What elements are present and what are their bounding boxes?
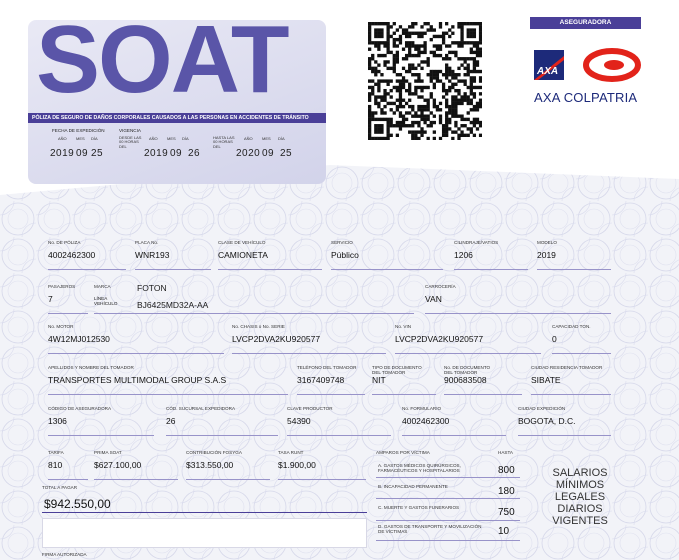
field-cilindraje — [454, 240, 528, 270]
firma-label: FIRMA AUTORIZADA — [42, 552, 87, 557]
linea-value: BJ6425MD32A-AA — [137, 300, 209, 310]
soat-subtitle: PÓLIZA DE SEGURO DE DAÑOS CORPORALES CAUSADOS A LAS PERSONAS EN ACCIDENTES DE TRÁNSITO — [28, 113, 326, 123]
modelo-value: 2019 — [537, 250, 556, 260]
telefono-value: 3167409748 — [297, 375, 345, 385]
mes-label: MES — [167, 136, 176, 141]
field-cod-aseguradora — [48, 406, 154, 436]
field-sucursal — [166, 406, 278, 436]
tomador-value: TRANSPORTES MULTIMODAL GROUP S.A.S — [48, 375, 227, 385]
hasta-mes: 09 — [262, 148, 275, 159]
amparo-c-value: 750 — [498, 507, 515, 518]
runt-value: $1.900,00 — [278, 460, 316, 470]
expedicion-dia: 25 — [91, 148, 104, 159]
dia-label: DÍA — [91, 136, 98, 141]
axa-logo-mark: AXA — [537, 66, 559, 77]
cilindraje-value: 1206 — [454, 250, 473, 260]
field-chasis — [232, 324, 386, 354]
chasis-label: No. CHASIS o No. SERIE — [232, 324, 285, 329]
telefono-label: TELÉFONO DEL TOMADOR — [297, 365, 357, 370]
tarifa-value: 810 — [48, 460, 63, 470]
linea-label: LÍNEA VEHÍCULO — [94, 296, 118, 307]
hasta-dia: 25 — [280, 148, 293, 159]
field-carroceria — [425, 284, 611, 314]
servicio-label: SERVICIO — [331, 240, 353, 245]
field-placa — [135, 240, 211, 270]
pasajeros-label: PASAJEROS — [48, 284, 76, 289]
sucursal-label: CÓD. SUCURSAL EXPEDIDORA — [166, 406, 236, 411]
field-runt — [278, 450, 366, 480]
field-clave — [287, 406, 391, 436]
total-value: $942.550,00 — [44, 497, 111, 511]
field-formulario — [402, 406, 506, 436]
sucursal-value: 26 — [166, 416, 176, 426]
amparo-b — [378, 484, 488, 489]
field-tipo-doc — [372, 365, 436, 395]
qr-code — [368, 22, 482, 140]
clave-value: 54390 — [287, 416, 311, 426]
hasta-anio: 2020 — [236, 148, 261, 159]
field-clase — [218, 240, 322, 270]
amparo-a — [378, 463, 488, 473]
field-vin — [395, 324, 541, 354]
field-modelo — [537, 240, 611, 270]
amparo-d-value: 10 — [498, 526, 510, 537]
cod-aseg-value: 1306 — [48, 416, 67, 426]
prima-value: $627.100,00 — [94, 460, 142, 470]
motor-label: No. MOTOR — [48, 324, 74, 329]
field-ciudad — [531, 365, 611, 395]
vigencia-label: VIGENCIA — [119, 128, 141, 133]
formulario-value: 4002462300 — [402, 416, 450, 426]
poliza-label: No. DE PÓLIZA — [48, 240, 81, 245]
desde-anio: 2019 — [144, 148, 169, 159]
tipo-doc-value: NIT — [372, 375, 386, 386]
amparo-c-text: MUERTE Y GASTOS FUNERARIOS — [383, 505, 460, 510]
servicio-value: Público — [331, 250, 359, 260]
desde-dia: 26 — [188, 148, 201, 159]
amparos-label: AMPAROS POR VÍCTIMA — [376, 450, 430, 455]
ciudad-value: SIBATE — [531, 375, 561, 385]
pasajeros-value: 7 — [48, 294, 53, 304]
ciudad-exp-label: CIUDAD EXPEDICIÓN — [518, 406, 566, 411]
dia-label: DÍA — [278, 136, 285, 141]
total-label: TOTAL A PAGAR — [42, 485, 78, 490]
tarifa-label: TARIFA — [48, 450, 64, 455]
anio-label: AÑO — [58, 136, 67, 141]
amparo-a-text: GASTOS MÉDICOS QUIRÚRGICOS, FARMACÉUTICOS Y HOSPITALARIOS — [378, 463, 461, 474]
signature-box — [42, 518, 367, 548]
amparos-hasta-label: HASTA — [498, 450, 513, 455]
field-ciudad-expedicion — [518, 406, 611, 436]
modelo-label: MODELO — [537, 240, 557, 245]
motor-value: 4W12MJ012530 — [48, 334, 110, 344]
carroceria-value: VAN — [425, 294, 442, 304]
amparo-b-text: INCAPACIDAD PERMANENTE — [383, 484, 448, 489]
desde-label: DESDE LAS 00 HORAS DEL — [119, 135, 142, 149]
aseguradora-name: AXA COLPATRIA — [534, 90, 638, 105]
field-prima — [94, 450, 178, 480]
cilindraje-label: CILINDRAJE/VATIOS — [454, 240, 499, 245]
placa-label: PLACA No. — [135, 240, 159, 245]
marca-label: MARCA — [94, 284, 111, 289]
amparo-d — [378, 524, 488, 534]
field-motor — [48, 324, 224, 354]
expedicion-anio: 2019 — [50, 148, 75, 159]
field-total — [42, 485, 367, 513]
soat-title: SOAT — [36, 20, 288, 113]
fosyga-value: $313.550,00 — [186, 460, 234, 470]
vin-label: No. VIN — [395, 324, 412, 329]
clave-label: CLAVE PRODUCTOR — [287, 406, 333, 411]
field-marca-linea — [94, 284, 414, 314]
amparo-b-value: 180 — [498, 486, 515, 497]
field-capacidad — [552, 324, 611, 354]
chasis-value: LVCP2DVA2KU920577 — [232, 334, 321, 344]
marca-value: FOTON — [137, 283, 167, 293]
formulario-label: No. FORMULARIO — [402, 406, 442, 411]
dia-label: DÍA — [182, 136, 189, 141]
poliza-value: 4002462300 — [48, 250, 96, 260]
hasta-label: HASTA LAS 00 HORAS DEL — [213, 135, 235, 149]
placa-value: WNR193 — [135, 250, 170, 260]
amparo-c — [378, 505, 488, 510]
ciudad-exp-value: BOGOTA, D.C. — [518, 416, 576, 426]
field-tomador — [48, 365, 288, 395]
dates-section — [28, 128, 326, 178]
soat-header-card — [28, 20, 326, 184]
field-poliza — [48, 240, 126, 270]
mes-label: MES — [76, 136, 85, 141]
amparo-d-letter: D. — [378, 524, 383, 529]
fosyga-label: CONTRIBUCIÓN FOSYGA — [186, 450, 242, 455]
field-tarifa — [48, 450, 88, 480]
amparo-a-letter: A. — [378, 463, 383, 468]
num-doc-value: 900683508 — [444, 375, 487, 386]
tipo-doc-label: TIPO DE DOCUMENTO DEL TOMADOR — [372, 365, 422, 376]
capacidad-value: 0 — [552, 334, 557, 344]
desde-mes: 09 — [170, 148, 183, 159]
amparo-d-text: GASTOS DE TRANSPORTE Y MOVILIZACIÓN DE VÍCTIMAS — [378, 524, 482, 535]
anio-label: AÑO — [244, 136, 253, 141]
field-pasajeros — [48, 284, 88, 314]
aseguradora-label: ASEGURADORA — [530, 17, 641, 29]
amparo-c-letter: C. — [378, 505, 383, 510]
expedicion-mes: 09 — [76, 148, 89, 159]
field-num-doc — [444, 365, 522, 395]
prima-label: PRIMA SOAT — [94, 450, 122, 455]
carroceria-label: CARROCERÍA — [425, 284, 456, 289]
clase-label: CLASE DE VEHÍCULO — [218, 240, 266, 245]
amparos-unit: SALARIOS MÍNIMOS LEGALES DIARIOS VIGENTES — [552, 467, 608, 527]
fecha-expedicion-label: FECHA DE EXPEDICIÓN — [52, 128, 105, 133]
field-servicio — [331, 240, 443, 270]
field-fosyga — [186, 450, 270, 480]
runt-label: TASA RUNT — [278, 450, 304, 455]
amparo-a-value: 800 — [498, 465, 515, 476]
cod-aseg-label: CÓDIGO DE ASEGURADORA — [48, 406, 112, 411]
anio-label: AÑO — [149, 136, 158, 141]
amparo-b-letter: B. — [378, 484, 383, 489]
tomador-label: APELLIDOS Y NOMBRE DEL TOMADOR — [48, 365, 134, 370]
ciudad-label: CIUDAD RESIDENCIA TOMADOR — [531, 365, 603, 370]
clase-value: CAMIONETA — [218, 250, 268, 260]
vin-value: LVCP2DVA2KU920577 — [395, 334, 484, 344]
mes-label: MES — [262, 136, 271, 141]
num-doc-label: No. DE DOCUMENTO DEL TOMADOR — [444, 365, 491, 376]
capacidad-label: CAPACIDAD TON. — [552, 324, 591, 329]
field-telefono — [297, 365, 365, 395]
